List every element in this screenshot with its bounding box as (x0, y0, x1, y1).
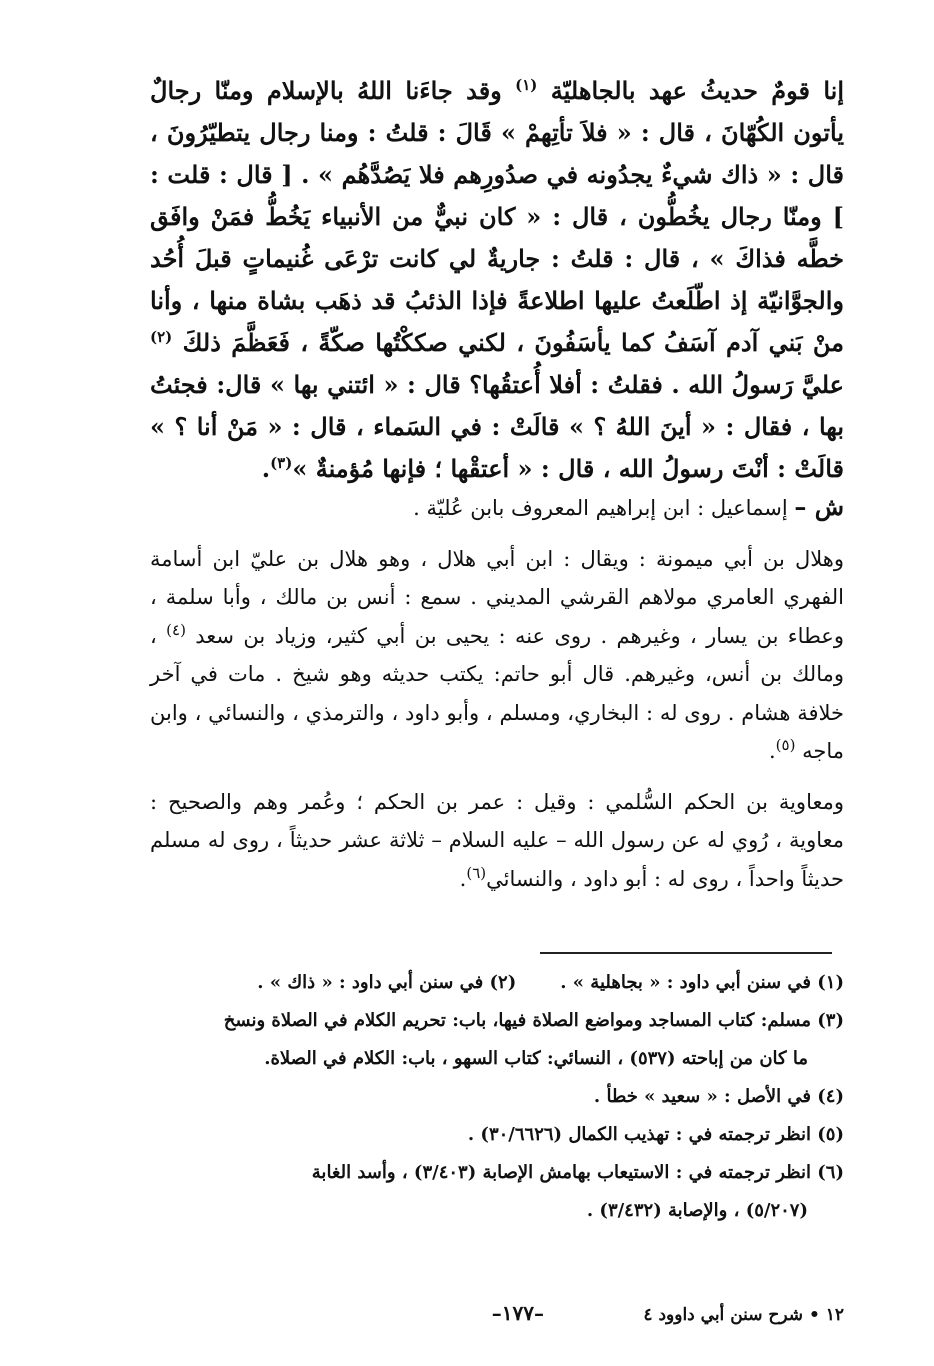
hilal-text-part-2: ، ومالك بن أنس، وغيرهم. قال أبو حاتم: يكتب حديثه وهو شيخ . مات في آخر خلافة هشام . روى له : البخاري، ومسلم ، وأبو داود ، والترمذي ، والنسائي ، وابن ماجه (150, 623, 844, 763)
page-number: –١٧٧– (491, 1301, 544, 1325)
footnote-ref-2[interactable]: (٢) (150, 328, 173, 346)
footnote-6: (٦) انظر ترجمته في : الاستيعاب بهامش الإصابة (٣/٤٠٣) ، وأسد الغابة (311, 1162, 844, 1183)
footnote-5: (٥) انظر ترجمته في : تهذيب الكمال (٣٠/٦٦٢٦) . (467, 1124, 844, 1145)
footnote-ref-3[interactable]: (٣) (270, 454, 293, 472)
commentary-ismail: إسماعيل : ابن إبراهيم المعروف بابن عُليّة . (413, 496, 788, 520)
hadith-text: إنا قومٌ حديثُ عهد بالجاهليّة $^{(١)}$ وقد جاءَنا اللهُ بالإسلام ومنّا رجالٌ يأتون الكُهّانَ ، قال : « فلاَ تأتِهمْ » قَالَ : قلتُ : ومنا رجال يتطيّرُونَ ، قال : « ذاك شيءٌ يجدُونه في صدُورِهم فلا يَصُدَّهُم » . [ قال : قلت : ] ومنّا رجال يخُطُّون ، قال : « كان نبيٌّ من الأنبياء يَخُطُّ فمَنْ وافَق خطَّه فذاكَ » ، قال : قلتُ : جاريةٌ لي كانت ترْعَى غُنيماتٍ قبلَ أُحُد والجوَّانيّة إذ اطّلَعتُ عليها اطلاعةً فإذا الذئبُ قد ذهَب بشاة منها ، وأنا منْ بَني آدم آسَفُ كما يأسَفُونَ ، لكني صككْتُها صكّةً ، فَعَظَّمَ ذلكَ $^{(٢)}$ عليَّ رَسولُ الله . فقلتُ : أفلا أُعتقُها؟ قال : « ائتني بها » قال: فجئتُ بها ، فقال : « أينَ اللهُ ؟ » قالَتْ : في السَماء ، قال : « مَنْ أنا ؟ » قالَتْ : أنْتَ رسولُ الله ، قال : « أعتقْها ؛ فإنها مُؤمنةٌ »$^{(٣)}$. (150, 76, 845, 483)
footnotes (150, 964, 844, 1230)
commentary-section (150, 488, 844, 898)
running-footer-book-title: ١٢ • شرح سنن أبي داوود ٤ (643, 1305, 844, 1325)
page-footer (150, 1301, 844, 1335)
commentary-first-line (150, 488, 844, 528)
footnote-separator (540, 952, 832, 954)
hadith-text-part-1: إنا قومٌ حديثُ عهد بالجاهليّة (550, 76, 845, 105)
footnote-3-continued: ما كان من إباحته (٥٣٧) ، النسائي: كتاب السهو ، باب: الكلام في الصلاة. (264, 1048, 808, 1069)
footnote-6-continued: (٥/٢٠٧) ، والإصابة (٣/٤٣٢) . (586, 1200, 808, 1221)
footnote-4: (٤) في الأصل : « سعيد » خطأ . (593, 1086, 844, 1107)
hadith-text-part-2: وقد جاءَنا اللهُ بالإسلام ومنّا رجالٌ يأتون الكُهّانَ ، قال : « فلاَ تأتِهمْ » قَالَ : قلتُ : ومنا رجال يتطيّرُونَ ، قال : « ذاك شيءٌ يجدُونه في صدُورِهم فلا يَصُدَّهُم » . [ قال : قلت : ] ومنّا رجال يخُطُّون ، قال : « كان نبيٌّ من الأنبياء يَخُطُّ فمَنْ وافَق خطَّه فذاكَ » ، قال : قلتُ : جاريةٌ لي كانت ترْعَى غُنيماتٍ قبلَ أُحُد والجوَّانيّة إذ اطّلَعتُ عليها اطلاعةً فإذا الذئبُ قد ذهَب بشاة منها ، وأنا منْ بَني آدم آسَفُ كما يأسَفُونَ ، لكني صككْتُها صكّةً ، فَعَظَّمَ ذلكَ (150, 76, 845, 357)
commentary-label: ش – (794, 492, 844, 521)
commentary-paragraph-hilal: وهلال بن أبي ميمونة : ويقال : ابن أبي هلال ، وهو هلال بن عليّ ابن أسامة الفهري العامري مولاهم القرشي المديني . سمع : أنس بن مالك ، وأبا سلمة ، وعطاء بن يسار ، وغيرهم . روى عنه : يحيى بن أبي كثير، وزياد بن سعد $^{(٤)}$ ، ومالك بن أنس، وغيرهم. قال أبو حاتم: يكتب حديثه وهو شيخ . مات في آخر خلافة هشام . روى له : البخاري، ومسلم ، وأبو داود ، والترمذي ، والنسائي ، وابن ماجه $^{(٥)}$. (150, 546, 844, 763)
hilal-text-part-1: وهلال بن أبي ميمونة : ويقال : ابن أبي هلال ، وهو هلال بن عليّ ابن أسامة الفهري العامري مولاهم القرشي المديني . سمع : أنس بن مالك ، وأبا سلمة ، وعطاء بن يسار ، وغيرهم . روى عنه : يحيى بن أبي كثير، وزياد بن سعد (150, 546, 844, 648)
muawiya-text: ومعاوية بن الحكم السُّلمي : وقيل : عمر بن الحكم ؛ وعُمر وهم والصحيح : معاوية ، رُوي له عن رسول الله – عليه السلام – ثلاثة عشر حديثاً ، روى له مسلم حديثاً واحداً ، روى له : أبو داود ، والنسائي (150, 789, 844, 891)
footnote-2: (٢) في سنن أبي داود : « ذاك » . (257, 972, 517, 993)
footnote-ref-1[interactable]: (١) (515, 76, 538, 94)
footnote-ref-4[interactable]: (٤) (166, 620, 186, 639)
hadith-text-part-3: عليَّ رَسولُ الله . فقلتُ : أفلا أُعتقُها؟ قال : « ائتني بها » قال: فجئتُ بها ، فقال : « أينَ اللهُ ؟ » قالَتْ : في السَماء ، قال : « مَنْ أنا ؟ » قالَتْ : أنْتَ رسولُ الله ، قال : « أعتقْها ؛ فإنها مُؤمنةٌ » (150, 370, 844, 483)
footnote-row-1-2 (150, 964, 844, 1002)
footnote-ref-5[interactable]: (٥) (775, 736, 796, 754)
footnote-1: (١) في سنن أبي داود : « بجاهلية » . (560, 972, 844, 993)
footnote-ref-6[interactable]: (٦) (466, 863, 487, 882)
commentary-paragraph-muawiya: ومعاوية بن الحكم السُّلمي : وقيل : عمر بن الحكم ؛ وعُمر وهم والصحيح : معاوية ، رُوي له عن رسول الله – عليه السلام – ثلاثة عشر حديثاً ، روى له مسلم حديثاً واحداً ، روى له : أبو داود ، والنسائي$^{(٦)}$. (150, 789, 844, 891)
footnote-3: (٣) مسلم: كتاب المساجد ومواضع الصلاة فيها، باب: تحريم الكلام في الصلاة ونسخ (223, 1010, 844, 1031)
